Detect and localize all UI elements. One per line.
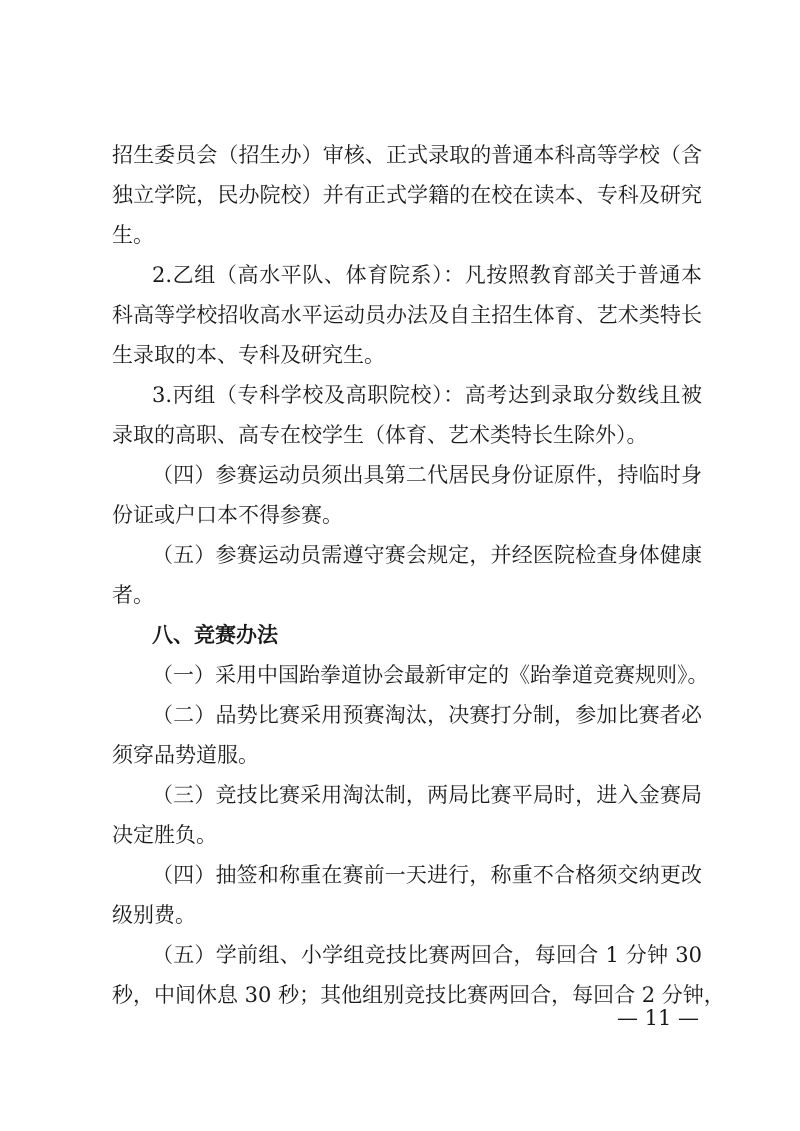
paragraph-line: 级别费。 — [112, 903, 196, 927]
paragraph-line: （五）参赛运动员需遵守赛会规定，并经医院检查身体健康 — [152, 543, 702, 567]
paragraph-line: （四）参赛运动员须出具第二代居民身份证原件，持临时身 — [152, 463, 702, 487]
paragraph-line: （四）抽签和称重在赛前一天进行，称重不合格须交纳更改 — [152, 863, 702, 887]
paragraph-line: （一）采用中国跆拳道协会最新审定的《跆拳道竞赛规则》。 — [152, 663, 709, 687]
paragraph-line: 录取的高职、高专在校学生（体育、艺术类特长生除外）。 — [112, 423, 648, 447]
paragraph-line: （三）竞技比赛采用淘汰制，两局比赛平局时，进入金赛局 — [152, 783, 702, 807]
paragraph-line: 份证或户口本不得参赛。 — [112, 503, 343, 527]
paragraph-line: 3.丙组（专科学校及高职院校）：高考达到录取分数线且被 — [152, 383, 702, 407]
page-number: — 11 — — [616, 1006, 700, 1030]
paragraph-line: 科高等学校招收高水平运动员办法及自主招生体育、艺术类特长 — [112, 303, 702, 327]
paragraph-line: 者。 — [112, 583, 154, 607]
paragraph-line: 2.乙组（高水平队、体育院系）：凡按照教育部关于普通本 — [152, 263, 702, 287]
section-heading: 八、竞赛办法 — [152, 623, 278, 647]
paragraph-line: 招生委员会（招生办）审核、正式录取的普通本科高等学校（含 — [112, 143, 702, 167]
paragraph-line: 须穿品势道服。 — [112, 743, 259, 767]
paragraph-line: （二）品势比赛采用预赛淘汰，决赛打分制，参加比赛者必 — [152, 703, 702, 727]
paragraph-line: 独立学院，民办院校）并有正式学籍的在校在读本、专科及研究 — [112, 183, 702, 207]
paragraph-line: 决定胜负。 — [112, 823, 217, 847]
paragraph-line: 秒，中间休息 30 秒；其他组别竞技比赛两回合，每回合 2 分钟， — [112, 983, 725, 1007]
paragraph-line: 生录取的本、专科及研究生。 — [112, 343, 385, 367]
paragraph-line: 生。 — [112, 223, 154, 247]
paragraph-line: （五）学前组、小学组竞技比赛两回合，每回合 1 分钟 30 — [152, 943, 702, 967]
